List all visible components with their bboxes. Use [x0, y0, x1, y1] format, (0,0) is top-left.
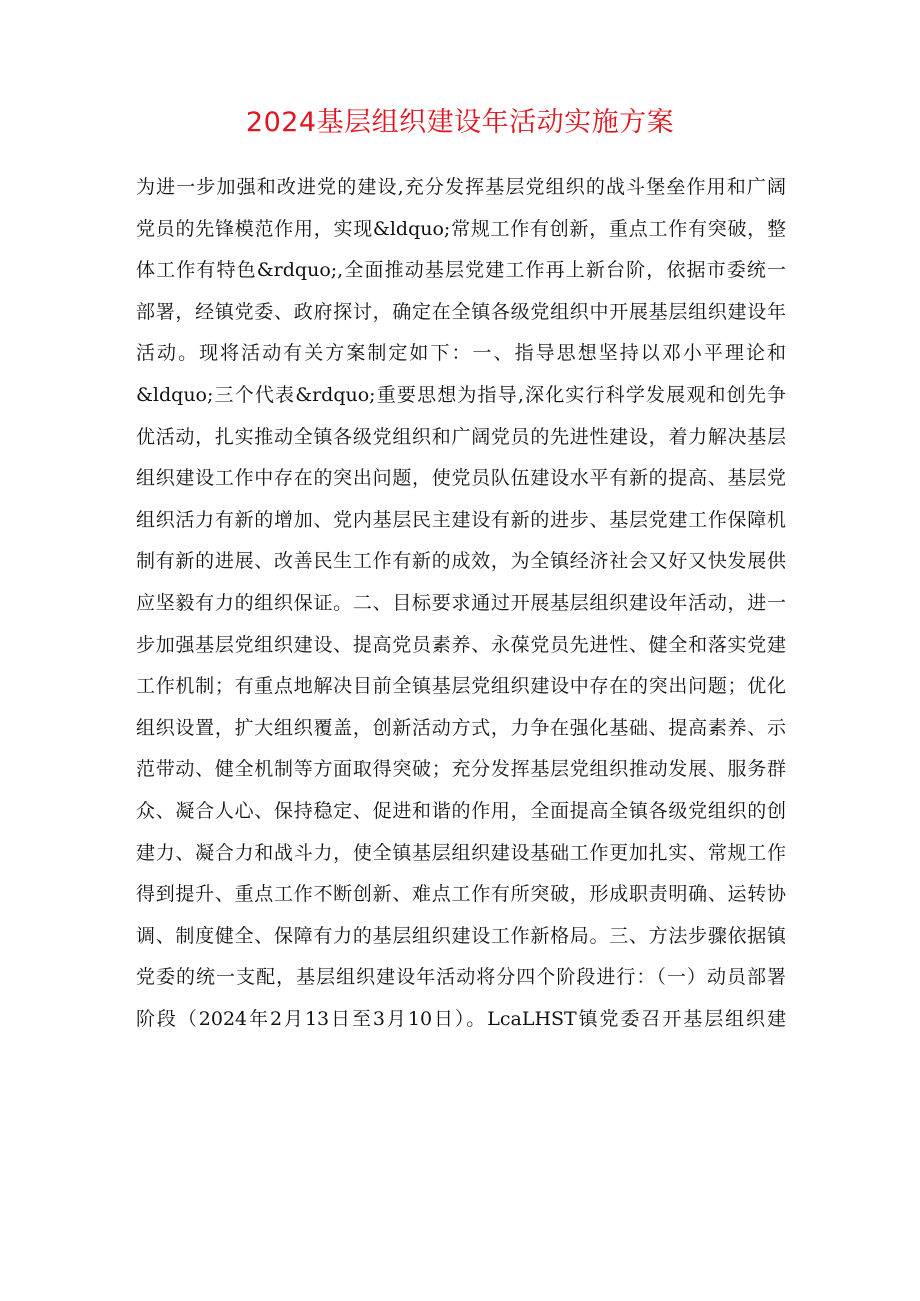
body-line: 部署，经镇党委、政府探讨，确定在全镇各级党组织中开展基层组织建设年 [136, 300, 786, 323]
body-line: 阶段（2024年2月13日至3月10日）。LcaLHST镇党委召开基层组织建 [136, 1007, 786, 1030]
body-line: 应坚毅有力的组织保证。二、目标要求通过开展基层组织建设年活动，进一 [136, 591, 786, 614]
body-line: 范带动、健全机制等方面取得突破；充分发挥基层党组织推动发展、服务群 [136, 758, 786, 781]
body-line: 得到提升、重点工作不断创新、难点工作有所突破，形成职责明确、运转协 [136, 883, 786, 906]
body-line: 组织活力有新的增加、党内基层民主建设有新的进步、基层党建工作保障机 [136, 508, 786, 531]
body-line: 活动。现将活动有关方案制定如下：一、指导思想坚持以邓小平理论和 [136, 342, 786, 365]
body-line: 众、凝合人心、保持稳定、促进和谐的作用，全面提高全镇各级党组织的创 [136, 799, 786, 822]
body-line: 调、制度健全、保障有力的基层组织建设工作新格局。三、方法步骤依据镇 [136, 924, 786, 947]
body-line: 党委的统一支配，基层组织建设年活动将分四个阶段进行：（一）动员部署 [136, 966, 786, 989]
body-line: 组织建设工作中存在的突出问题，使党员队伍建设水平有新的提高、基层党 [136, 467, 786, 490]
body-line: 为进一步加强和改进党的建设,充分发挥基层党组织的战斗堡垒作用和广阔 [136, 176, 786, 198]
body-line: 体工作有特色&rdquo;,全面推动基层党建工作再上新台阶，依据市委统一 [136, 259, 786, 282]
document-title: 2024基层组织建设年活动实施方案 [245, 107, 675, 138]
body-line: &ldquo;三个代表&rdquo;重要思想为指导,深化实行科学发展观和创先争 [136, 383, 786, 406]
document-body [136, 167, 786, 1040]
body-line: 党员的先锋模范作用，实现&ldquo;常规工作有创新，重点工作有突破，整 [136, 217, 786, 240]
body-line: 工作机制；有重点地解决目前全镇基层党组织建设中存在的突出问题；优化 [136, 675, 786, 698]
body-line: 制有新的进展、改善民生工作有新的成效，为全镇经济社会又好又快发展供 [136, 550, 786, 573]
body-line: 优活动，扎实推动全镇各级党组织和广阔党员的先进性建设，着力解决基层 [136, 425, 786, 448]
body-line: 建力、凝合力和战斗力，使全镇基层组织建设基础工作更加扎实、常规工作 [136, 841, 786, 864]
body-line: 步加强基层党组织建设、提高党员素养、永葆党员先进性、健全和落实党建 [136, 633, 786, 656]
body-line: 组织设置，扩大组织覆盖，创新活动方式，力争在强化基础、提高素养、示 [136, 716, 786, 739]
